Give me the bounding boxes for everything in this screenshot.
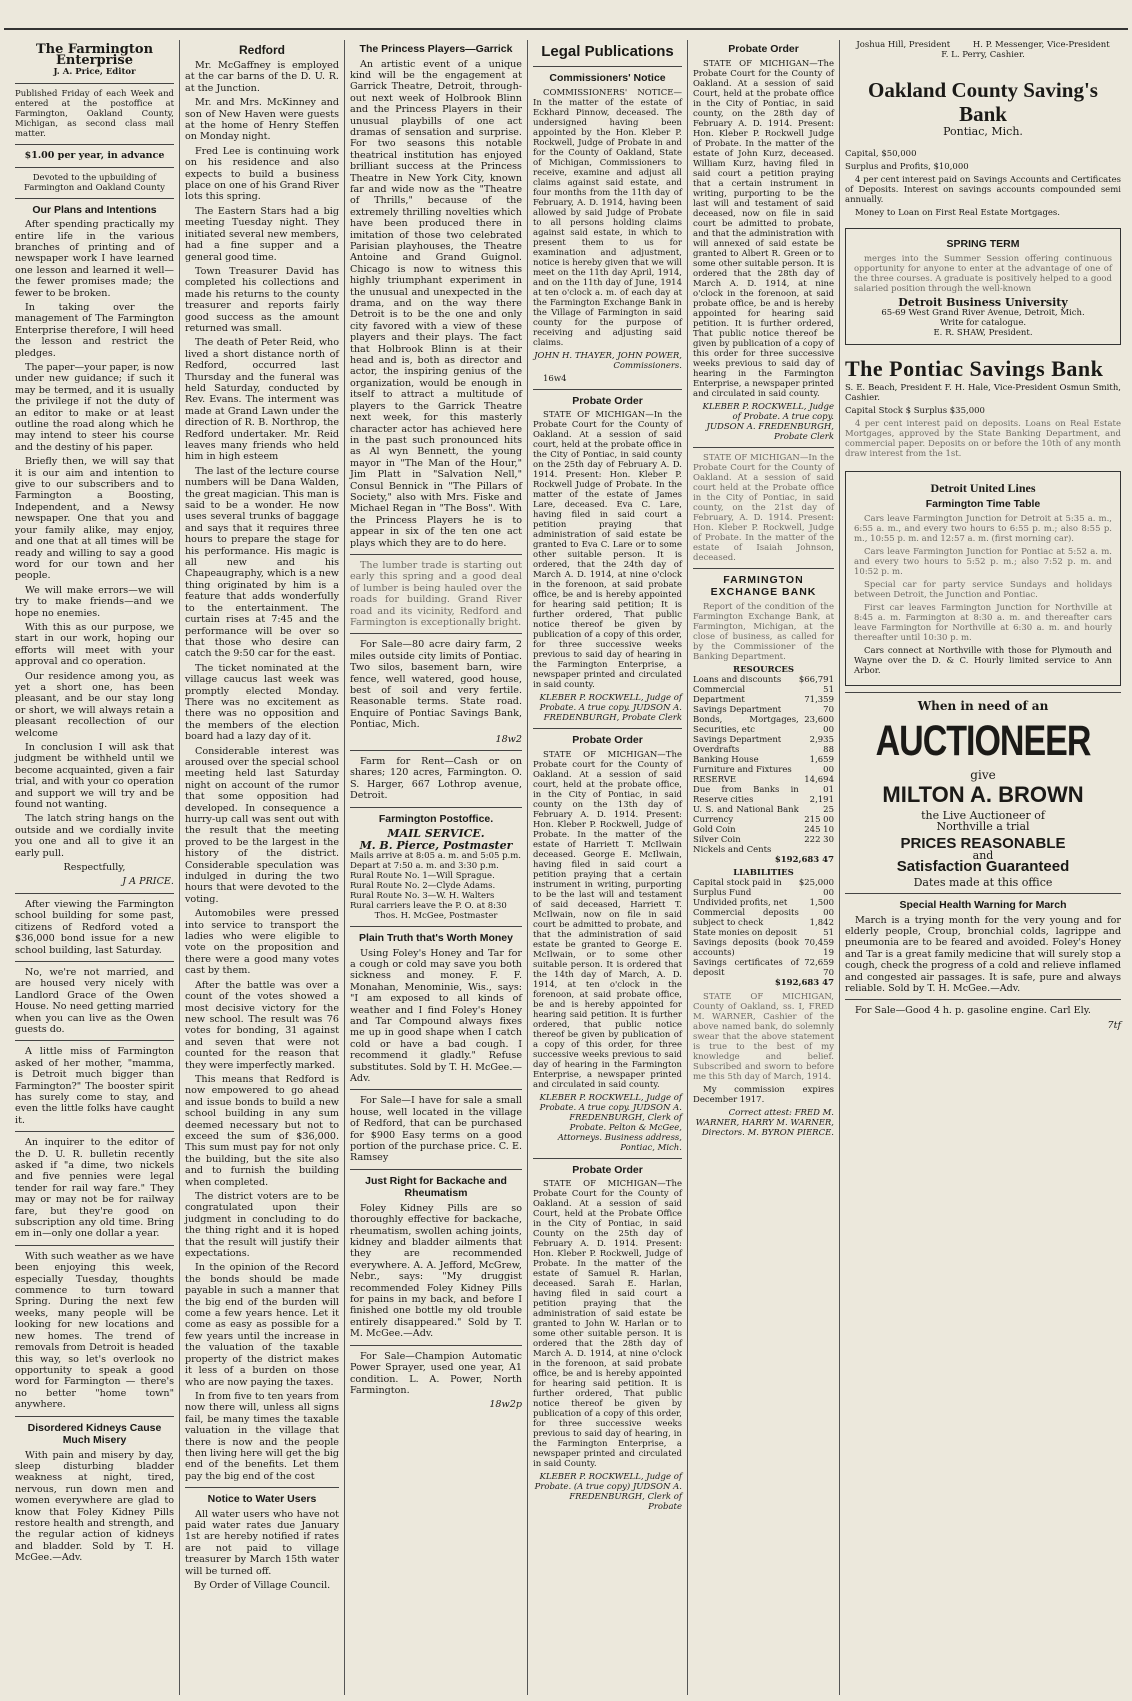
redford-para: In the opinion of the Record the bonds should be made payable in such a manner that the big end of the burden will come a few years hence. Let it come as easy as possible for a few years until the increase in the valuation of the taxable property of the district makes it less of a burden on those who are now paying the taxes.	[185, 1262, 339, 1388]
probate-order-text: STATE OF MICHIGAN—In the Probate Court for the County of Oakland. At a session of said court, held at the probate office in the City of Pontiac, in said county on the 25th day of February A. D. 1914. Present: Hon. Kleber P. Rockwell Judge of Probate. In the matter of the estate of James Lare, deceased. Eva C. Lare, having filed in said court a petition praying that administration of said estate be granted to Eva C. Lare or to some other suitable person. It is ordered, that the 24th day of March A. D. 1914, at nine o'clock in the forenoon, at said probate office, be and is hereby appointed for hearing said petition; It is further ordered, That public notice thereof be given by publication of a copy of this order, for three successive weeks previous to said day of hearing in the Farmington Enterprise, a newspaper printed and circulated in said county.	[533, 410, 682, 690]
auction-dates: Dates made at this office	[913, 875, 1053, 889]
redford-para: The district voters are to be congratulated upon their judgment in concluding to do the thing right and it is hoped that the result will justify their expectations.	[185, 1191, 339, 1260]
resource-value: 1,659 00	[809, 754, 834, 775]
spring-term-write: Write for catalogue.	[939, 318, 1027, 329]
probate-order-text: STATE OF MICHIGAN—The Probate Court for the County of Oakland. At a session of said Court, held at the probate office in the City of Pontiac, in said county, on the 28th day of February A. D. 1914. Present: Hon. Kleber P. Rockwell Judge of Probate. In the matter of the estate of John Kurz, deceased. William Kurz, having filed in said court a petition praying that a certain instrument in writing, purporting to be the last will and testament of said deceased, now on file in said court be admitted to probate, and that the administration with will annexed of said estate be granted to Albert R. Green or to some other suitable person. It is ordered that the 28th day of March A. D. 1914, at nine o'clock in the forenoon, at said probate office, be and is hereby appointed for hearing said petition. It is further ordered, That public notice thereof be given by publication of a copy of this order for three successive weeks previous to said day of hearing in the Farmington Enterprise, a newspaper printed and circulated in said county.	[693, 58, 834, 399]
redford-para: Mr. and Mrs. McKinney and son of New Haven were guests at the home of Henry Steffen on Monday night.	[185, 97, 339, 143]
resource-label: Savings Department	[693, 704, 782, 715]
resource-value: 71,359 70	[804, 694, 834, 715]
resource-label: Savings Department	[693, 734, 782, 745]
masthead-price: $1.00 per year, in advance	[24, 150, 165, 162]
resource-label: Furniture and Fixtures	[693, 764, 792, 775]
princess-text: An artistic event of a unique kind will be the engagement at Garrick Theatre, Detroit, through-out next week of Holbrook Blinn and the Princess Players in their unusual playbills of one act dramas of sensation and surprise. For two seasons this notable theatrical institution has enjoyed brilliant success at the Princess Theatre in New York City, known far and wide now as the "Theatre of Thrills," because of the extremely thrilling novelties which have been produced there in imitation of those two celebrated Parisian playhouses, the Theatre Antoine and Grand Guignol. Chicago is now to witness this highly triumphant experiment in the unusual and unexpected in the drama, and on the way there Detroit is to be the one and only city favored with a view of these players and their plays. The fact that Holbrook Blinn is at their head and is, both as director and actor, the inspiring genius of the organization, would be enough in itself to attract a multitude of players to the Garrick Theatre next week, for this masterly character actor has achieved here in the past such pronounced hits as Al wyn Bennett, the young mayor in "The Man of the Hour," Jim Platt in "Salvation Nell," Consul Bennick in "The Pillars of Society," also with Mrs. Fiske and Michael Regan in "The Boss". With the Princess Players he is to appear in six of the ten one act plays which they are to do here.	[350, 58, 522, 549]
probate-order-signature: KLEBER P. ROCKWELL, Judge of Probate. (A true copy) JUDSON A. FREDENBURGH, Clerk of Probate	[534, 1472, 682, 1512]
redford-para: Town Treasurer David has completed his collections and made his returns to the county treasurer and reports fairly good success as the amount returned was small.	[185, 265, 339, 334]
commissioners-signature: JOHN H. THAYER, JOHN POWER, Commissioners.	[534, 350, 682, 371]
redford-para: Fred Lee is continuing work on his residence and also expects to build a business place on one of his Grand River lots this spring.	[185, 145, 339, 203]
health-warning-text: March is a trying month for the very young and for elderly people, Croup, bronchial colds, lagrippe and pneumonia are to be feared and avoided. Foley's Honey and Tar is a great family medicine that will surely stop a cough, check the progress of a cold and relieve inflamed and congested air passages. It is safe, pure and always reliable. Sold by T. H. McGee.—Adv.	[845, 914, 1121, 994]
liabilities-labels	[693, 878, 799, 978]
local-item: No, we're not married, and are housed very nicely with Landlord Grace of the Owen House. No need getting married when you can live as the Owen guests do.	[15, 966, 174, 1035]
auctioneer-heading: AUCTIONEER	[875, 717, 1091, 765]
water-signature: By Order of Village Council.	[193, 1580, 331, 1592]
liabilities-total: $192,683 47	[774, 977, 834, 988]
house-sale-ad: For Sale—I have for sale a small house, well located in the village of Redford, that can be purchased for $900 Easy terms on a good portion of the purchase price. C. E. Ramsey	[350, 1095, 522, 1164]
liability-label: State monies on deposit	[693, 927, 797, 938]
liability-label: Surplus Fund	[693, 887, 752, 898]
plain-truth-text: Using Foley's Honey and Tar for a cough or cold may save you both sickness and money. F. F. Monahan, Menominie, Wis., says: "I am exposed to all kinds of weather and I find Foley's Honey and Tar Compound always fixes me up in good shape when I catch cold or have a bad cough. I recommend it gladly." Refuse substitutes. Sold by T. H. McGee.—Adv.	[350, 947, 522, 1084]
commissioners-text: COMMISSIONERS' NOTICE—In the matter of the estate of Eckhard Pinnow, deceased. The undersigned having been appointed by the Hon. Kleber P. Rockwell, Judge of Probate in and for the County of Oakland, State of Michigan, Commissioners to receive, examine and adjust all claims against said estate, and four months from the 11th day of February, A. D. 1914, having been allowed by said Judge of Probate to all persons holding claims against said estate, in which to present them to us for examination and adjustment, notice is hereby given that we will meet on the 11th day April, 1914, and on the 11th day of June, 1914 at ten o'clock a. m. of each day at the Farmington Exchange Bank in the Village of Farmington in said county for the purpose of receiving and adjusting said claims.	[533, 87, 682, 348]
local-item: After viewing the Farmington school building for some past, citizens of Redford voted a $36,000 bond issue for a new school building, last Saturday.	[15, 898, 174, 956]
spring-term-text: merges into the Summer Session offering continuous opportunity for anyone to enter at the advantage of one of the three courses. A graduate is positively helped to a good salaried position through the well-known	[854, 253, 1112, 294]
resource-label: Loans and discounts	[693, 674, 782, 685]
kidney-text: With pain and misery by day, sleep disturbing bladder weakness at night, tired, nervous, run down men and women everywhere are glad to know that Foley Kidney Pills restore health and strength, and the regular action of kidneys and bladder. Sold by T. H. McGee.—Adv.	[15, 1449, 174, 1564]
masthead-title: The Farmington Enterprise	[35, 42, 154, 69]
auctioneer-name: MILTON A. BROWN	[882, 781, 1084, 807]
oakland-bank-heading: Oakland County Saving's Bank	[868, 78, 1098, 126]
resources-total: $192,683 47	[774, 854, 834, 865]
postoffice-subheading: MAIL SERVICE.	[387, 827, 485, 841]
commissioners-heading: Commissioners' Notice	[549, 72, 666, 84]
liability-value: 1,842 51	[809, 917, 834, 938]
auction-and: and	[972, 848, 994, 862]
princess-heading: The Princess Players—Garrick	[359, 43, 513, 55]
probate-order-text: STATE OF MICHIGAN—The Probate court for the County of Oakland. At a session of said court, held at the probate office, in the City of Pontiac, in said county on the 13th day of February A. D. 1914. Present: Hon. Kleber P. Rockwell, Judge of Probate. In the matter of the estate of Harriett T. McIlwain deceased. George E. McIlwain, having filed in said court a petition praying that a certain instrument in writing, purporting to be the last will and testament of said deceased, Harriett T. McIlwain, now on file in said court be admitted to probate, and that the administration of said estate be granted to George E. McIlwain, or to some other suitable person. It is ordered that the 14th day of March, A. D. 1914, at ten o'clock in the forenoon, at said probate office, be and is hereby appointed for hearing said petition. It is further ordered, that public notice thereof be given by publication of a copy of this order, for three successive weeks previous to said day of hearing in the Farmington Enterprise, a newspaper printed and circulated in said county.	[533, 749, 682, 1090]
plans-para: The latch string hangs on the outside and we cordially invite you one and all to give it an early pull.	[15, 813, 174, 859]
postoffice-heading: Farmington Postoffice.	[378, 812, 494, 825]
probate-order-signature: KLEBER P. ROCKWELL, Judge of Probate. A true copy. JUDSON A. FREDENBURGH, Probate Clerk	[539, 693, 682, 723]
resource-label: Overdrafts	[693, 744, 740, 755]
plain-truth-heading: Plain Truth that's Worth Money	[359, 932, 513, 944]
resource-value: 23,600 00	[804, 714, 834, 735]
dul-heading: Detroit United Lines	[930, 481, 1036, 496]
postoffice-line: Thos. H. McGee, Postmaster	[374, 911, 498, 921]
bank-notary: My commission expires December 1917.	[693, 1084, 834, 1105]
oakland-bank-place: Pontiac, Mich.	[943, 125, 1023, 138]
health-warning-heading: Special Health Warning for March	[899, 899, 1067, 912]
probate-order-signature: KLEBER P. ROCKWELL, Judge of Probate. A true copy. JUDSON A. FREDENBURGH, Clerk of Probate. Pelton & McGee, Attorneys. Business address, Pontiac, Mich.	[539, 1092, 682, 1153]
postoffice-line: Rural Route No. 3—W. H. Walters	[350, 891, 495, 901]
resource-label: RESERVE	[693, 774, 737, 785]
resource-label: Commercial Department	[693, 684, 746, 705]
bank-officer: H. P. Messenger, Vice-President	[972, 40, 1110, 50]
liability-label: Undivided profits, net	[693, 897, 788, 908]
oakland-capital: Capital, $50,000	[845, 149, 917, 160]
column-4	[528, 40, 688, 1695]
pontiac-bank-text: 4 per cent interest paid on deposits. Loans on Real Estate Mortgages, approved by the State Banking Department, and commercial paper. Deposits on or before the 10th of any month draw interest from the 1st.	[845, 419, 1121, 460]
local-item: An inquirer to the editor of the D. U. R. bulletin recently asked if "a dime, two nickels and five pennies were legal tender for rail way fare." They may or may not be for railway fare, but they're good on subscription any old time. Bring em in—only one dollar a year.	[15, 1137, 174, 1240]
column-2	[180, 40, 345, 1695]
auctioneer-sub: the Live Auctioneer of Northville a trial	[921, 808, 1045, 834]
probate-order-text: STATE OF MICHIGAN—In the Probate Court for the County of Oakland. At a session of said court held at the Probate office in the City of Pontiac, in said county, on the 21st day of February, A. D. 1914. Present: Hon. Kleber P. Rockwell, Judge of Probate. In the matter of the estate of Isaiah Johnson, deceased.	[693, 452, 834, 563]
resource-value: 2,191 25	[809, 794, 834, 815]
resource-label: Gold Coin	[693, 824, 736, 835]
liabilities-heading: LIABILITIES	[733, 867, 794, 878]
liability-value: 1,500 00	[809, 897, 834, 918]
pontiac-bank-heading: The Pontiac Savings Bank	[845, 356, 1104, 382]
column-1	[10, 40, 180, 1695]
liability-label: Capital stock paid in	[693, 877, 782, 888]
liability-label: Commercial deposits subject to check	[693, 907, 799, 928]
postoffice-line: Depart at 7:50 a. m. and 3:30 p.m.	[350, 861, 499, 871]
backache-heading: Just Right for Backache and Rheumatism	[365, 1174, 507, 1200]
bank-officer: Joshua Hill, President	[856, 40, 951, 50]
bank-officer: F. L. Perry, Cashier.	[941, 50, 1025, 60]
column-5	[688, 40, 840, 1695]
postoffice-line: Mails arrive at 8:05 a. m. and 5:05 p.m.	[350, 851, 522, 861]
resource-value: $66,791 51	[798, 674, 834, 695]
resource-label: Silver Coin	[693, 834, 741, 845]
redford-para: The death of Peter Reid, who lived a short distance north of Redford, occurred last Thursday and the funeral was held Saturday, conducted by Rev. Evans. The interment was made at Grand Lawn under the direction of R. B. Northrop, the Redford undertaker. Mr. Reid leaves many friends who held him in high esteem	[185, 337, 339, 463]
dul-timetable	[845, 471, 1121, 686]
resource-value: 14,694 01	[804, 774, 834, 795]
liability-value: 72,659 70	[804, 957, 834, 978]
redford-para: The last of the lecture course numbers will be Dana Walden, the great magician. This man is said to be a wonder. He now uses several trunks of baggage and says that it requires three hours to prepare the stage for his performance. His magic is all new and his Chapeaugraphy, which is a new thing originated by him is a feature that adds wonderfully to the entertainment. The curtain rises at 7:45 and the performance will be over so that those who desire can catch the 9:50 car for the east.	[185, 465, 339, 660]
resources-labels	[693, 675, 799, 855]
redford-para: After the battle was over a count of the votes showed a most decisive victory for the new school. The result was 76 votes for bonding, 31 against and seven that were not counted for the reason that they were imperfectly marked.	[185, 979, 339, 1071]
auction-pre: When in need of an	[917, 698, 1049, 713]
liabilities-values	[799, 878, 834, 978]
resources-values	[799, 675, 834, 855]
resource-value: 2,935 88	[809, 734, 834, 755]
spring-term-heading: SPRING TERM	[946, 238, 1020, 251]
resource-label: Nickels and Cents	[693, 844, 772, 855]
plans-para: In conclusion I will ask that judgment be withheld until we become acquainted, given a fair trial, and with your co operation and support we will try and be found not wanting.	[15, 742, 174, 811]
water-heading: Notice to Water Users	[207, 1493, 317, 1506]
masthead-published: Published Friday of each Week and entered at the postoffice at Farmington, Oakland County, Michigan, as second class mail matter.	[15, 89, 174, 140]
gasoline-ad: For Sale—Good 4 h. p. gasoline engine. Carl Ely.	[855, 1005, 1091, 1017]
redford-heading: Redford	[239, 43, 285, 57]
sprayer-code: 18w2p	[489, 1399, 522, 1411]
bank-attest: STATE OF MICHIGAN, County of Oakland, ss. I, FRED M. WARNER, Cashier of the above named bank, do solemnly swear that the above statement is true to the best of my knowledge and belief. Subscribed and sworn to before me this 5th day of March, 1914.	[693, 991, 834, 1082]
spring-term-address: 65-69 West Grand River Avenue, Detroit, Mich.	[881, 308, 1085, 319]
sprayer-ad: For Sale—Champion Automatic Power Sprayer, used one year, A1 condition. L. A. Power, North Farmington.	[350, 1350, 522, 1396]
dul-subheading: Farmington Time Table	[925, 498, 1041, 511]
plans-respect: Respectfully,	[63, 862, 126, 874]
commissioners-code: 16w4	[543, 373, 567, 384]
probate-order-heading: Probate Order	[572, 394, 643, 407]
redford-para: Automobiles were pressed into service to transport the ladies who were eligible to vote on the proposition and there were a good many votes cast by them.	[185, 908, 339, 977]
dul-line: First car leaves Farmington Junction for Northville at 8:45 a. m. Farmington at 8:30 a. m. and thereafter cars leave Farmington for Northville at 6:30 a. m. and hourly thereafter until 10:30 p. m.	[854, 602, 1112, 643]
plans-para: With this as our purpose, we start in our work, hoping our efforts will meet with your approval and co operation.	[15, 621, 174, 668]
postoffice-master: M. B. Pierce, Postmaster	[359, 838, 513, 852]
dul-line: Cars leave Farmington Junction for Pontiac at 5:52 a. m. and every two hours to 5:52 p. m.; also 7:52 p. m. and 10:52 p. m.	[854, 546, 1112, 577]
postoffice-line: Rural Route No. 1—Will Sprague.	[350, 871, 495, 881]
backache-text: Foley Kidney Pills are so thoroughly effective for backache, rheumatism, swollen aching joints, kidney and bladder ailments that they are recommended everywhere. A. A. Jefford, McGrew, Nebr., says: "My druggist recommended Foley Kidney Pills for pains in my back, and before I finished one bottle my old trouble entirely disappeared." Sold by T. M. McGee.—Adv.	[350, 1202, 522, 1340]
dul-line: Cars leave Farmington Junction for Detroit at 5:35 a. m., 6:55 a. m., and every two hours to 6:55 p. m.; also 8:55 p. m., 10:55 p. m. and 12:57 a. m. (first morning car).	[854, 513, 1112, 544]
liability-value: 70,459 19	[804, 937, 834, 958]
postoffice-line: Rural carriers leave the P. O. at 8:30	[350, 901, 507, 911]
masthead-editor: J. A. Price, Editor	[53, 66, 136, 77]
redford-para: In from five to ten years from now there will, unless all signs fail, be many times the taxable valuation in the village that there is now and the people then living here will get the big end of the benefits. Let them pay the big end of the cost	[185, 1390, 339, 1482]
plans-heading: Our Plans and Intentions	[32, 203, 157, 216]
masthead-devoted: Devoted to the upbuilding of Farmington and Oakland County	[24, 172, 165, 193]
oakland-interest: 4 per cent interest paid on Savings Accounts and Certificates of Deposits. Interest on savings accounts compounded semi annually.	[845, 175, 1121, 206]
plans-signature: J A PRICE.	[122, 876, 174, 888]
resource-value: 215 00	[804, 814, 834, 825]
dul-line: Special car for party service Sundays and holidays between Detroit, the Junction and Pontiac.	[854, 579, 1112, 600]
postoffice-line: Rural Route No. 2—Clyde Adams.	[350, 881, 496, 891]
column-6	[840, 40, 1126, 1695]
spring-term-signature: E. R. SHAW, President.	[933, 328, 1033, 339]
farm-sale-code: 18w2	[495, 733, 522, 745]
redford-para: The ticket nominated at the village caucus last week was promptly elected Monday. There was no excitement as there was no opposition and the members of the election board had a lazy day of it.	[185, 662, 339, 743]
plans-para: The paper—your paper, is now under new guidance; if such it may be termed, and it is usually the privilege if not the duty of an editor to make or at least outline the road along which he may intend to steer his course and the destiny of his paper.	[15, 362, 174, 453]
plans-para: In taking over the management of The Farmington Enterprise therefore, I will heed the lesson and restrict the pledges.	[15, 301, 174, 359]
auction-satisfaction: Satisfaction Guaranteed	[896, 858, 1070, 876]
resource-label: Banking House	[693, 754, 759, 765]
pontiac-bank-capital: Capital Stock $ Surplus $35,000	[845, 406, 985, 417]
exchange-bank-heading: FARMINGTON EXCHANGE BANK	[710, 573, 817, 598]
auction-give: give	[970, 768, 996, 783]
redford-para: This means that Redford is now empowered to go ahead and issue bonds to build a new school building in any sum deemed necessary but not to exceed the sum of $36,000. This sum must pay for not only the building, but the site also and to furnish the building when completed.	[185, 1073, 339, 1188]
oakland-surplus: Surplus and Profits, $10,000	[845, 162, 969, 173]
spring-term-school: Detroit Business University	[898, 295, 1068, 309]
liability-label: Savings certificates of deposit	[693, 957, 799, 978]
probate-order-heading: Probate Order	[572, 734, 643, 746]
resource-value: 222 30	[804, 834, 834, 845]
resource-label: Bonds, Mortgages, Securities, etc	[693, 714, 799, 735]
exchange-bank-text: Report of the condition of the Farmington Exchange Bank, at Farmington, Michigan, at the close of business, as called for by the Commissioner of the Banking Department.	[693, 601, 834, 662]
auction-prices: PRICES REASONABLE	[900, 835, 1066, 853]
resource-label: U. S. and National Bank Currency	[693, 804, 799, 825]
redford-para: The Eastern Stars had a big meeting Tuesday night. They initiated several new members, had a fine supper and a general good time.	[185, 205, 339, 263]
plans-para: After spending practically my entire life in the various branches of printing and of newspaper work I have learned one lesson and learned it well—the fewer promises made; the fewer to be broken.	[15, 219, 174, 299]
plans-para: We will make errors—we will try to make friends—and we hope no enemies.	[15, 584, 174, 619]
farm-rent-ad: Farm for Rent—Cash or on shares; 120 acres, Farmington. O. S. Harger, 667 Lothrop avenue, Detroit.	[350, 756, 522, 802]
resources-heading: RESOURCES	[733, 664, 794, 675]
local-item: With such weather as we have been enjoying this week, especially Tuesday, thoughts commence to turn toward Spring. During the next few weeks, many people will be looking for new locations and new homes. The trend of removals from Detroit is headed this way, so let's overlook no opportunity to speak a good word for Farmington — there's no better "home town" anywhere.	[15, 1250, 174, 1411]
oakland-money: Money to Loan on First Real Estate Mortgages.	[855, 208, 1060, 219]
dul-line: Cars connect at Northville with those for Plymouth and Wayne over the D. & C. Hourly limited service to Ann Arbor.	[854, 645, 1112, 676]
probate-order-heading: Probate Order	[728, 43, 799, 55]
legal-heading: Legal Publications	[541, 43, 674, 60]
bank-correct: Correct attest: FRED M. WARNER, HARRY M. WARNER, Directors. M. BYRON PIERCE.	[695, 1107, 834, 1138]
redford-para: Mr. McGaffney is employed at the car barns of the D. U. R. at the Junction.	[185, 60, 339, 94]
water-text: All water users who have not paid water rates due January 1st are hereby notified if rates are not paid to village treasurer by March 15th water will be turned off.	[185, 1508, 339, 1577]
probate-order-heading: Probate Order	[572, 1163, 643, 1176]
kidney-heading: Disordered Kidneys Cause Much Misery	[27, 1421, 162, 1447]
liability-label: Savings deposits (book accounts)	[693, 937, 799, 958]
local-item: A little miss of Farmington asked of her mother, "mamma, is Detroit much bigger than Farmington?" The booster spirit has surely come to stay, and even the little folks have caught it.	[15, 1046, 174, 1126]
plans-para: Our residence among you, as yet a short one, has been pleasant, and be our stay long or short, we will always retain a pleasant recollection of our welcome	[15, 670, 174, 739]
spring-term-ad	[845, 228, 1121, 345]
resource-label: Due from Banks in Reserve cities	[693, 784, 799, 805]
plans-para: Briefly then, we will say that it is our aim and intention to give to our subscribers and to Farmington a Boosting, Independent, and a Newsy newspaper. One that you and your family alike, may enjoy, and one that at all times will be ready and willing to say a good word for our town and her people.	[15, 456, 174, 582]
probate-order-signature: KLEBER P. ROCKWELL, Judge of Probate. A true copy. JUDSON A. FREDENBURGH, Probate Clerk	[702, 401, 834, 442]
gasoline-code: 7tf	[1107, 1019, 1121, 1031]
pontiac-bank-officers: S. E. Beach, President F. H. Hale, Vice-President Osmun Smith, Cashier.	[845, 383, 1121, 404]
farm-sale-ad: For Sale—80 acre dairy farm, 2 miles outside city limits of Pontiac. Two silos, basement barn, wire fence, well watered, good house, best of soil and very fertile. Reasonable terms. State road. Enquire of Pontiac Savings Bank, Pontiac, Mich.	[350, 639, 522, 731]
probate-order-text: STATE OF MICHIGAN—The Probate Court for the County of Oakland. At a session of said Court, held at the Probate Office in the City of Pontiac, in said County on the 25th day of February A. D. 1914. Present: Hon. Kleber P. Rockwell, Judge of Probate. In the matter of the estate of Samuel R. Harlan, deceased. Sarah E. Harlan, having filed in said court a petition praying that the administration of said estate be granted to John W. Harlan or to some other suitable person. It is ordered that the 28th day of March A. D. 1914, at nine o'clock in the forenoon, at said probate office, be and is hereby appointed for hearing said petition. It is further ordered, That public notice thereof be given by publication of a copy of this order, for three successive weeks previous to said day of hearing, in the Farmington Enterprise, a newspaper printed and circulated in said County.	[533, 1179, 682, 1469]
resource-value: 245 10	[804, 824, 834, 835]
liability-value: $25,000 00	[798, 877, 834, 898]
column-3	[345, 40, 528, 1695]
lumber-item: The lumber trade is starting out early this spring and a good deal of lumber is being hauled over the roads for building. Grand River road and its vicinity, Redford and Farmington is exceptionally bright.	[350, 559, 522, 628]
redford-para: Considerable interest was aroused over the special school meeting held last Saturday night on account of the rumor that some opposition had developed. In consequence a hurry-up call was sent out with the result that the meeting proved to be the largest in the history of the district. Considerable speculation was indulged in during the two hours that were devoted to the voting.	[185, 745, 339, 905]
